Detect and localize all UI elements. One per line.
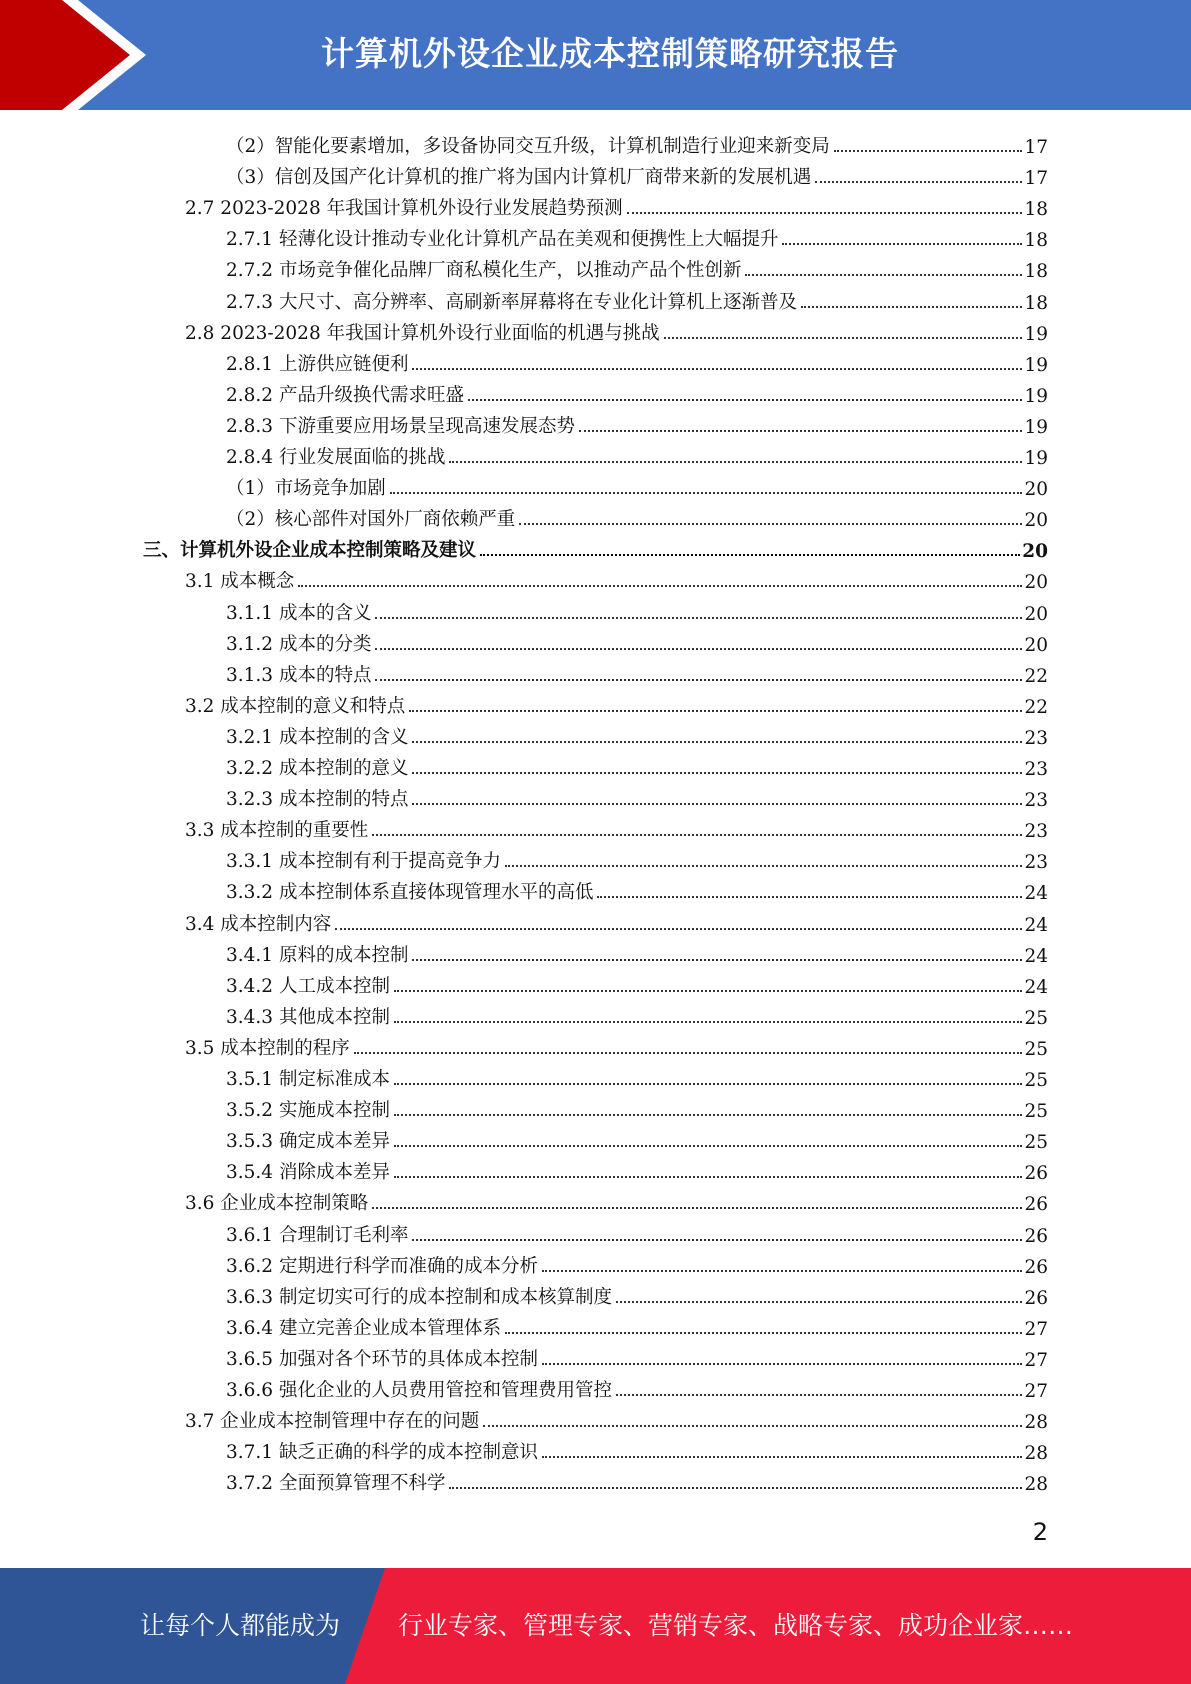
- toc-entry-title: 3.6.5 加强对各个环节的具体成本控制: [226, 1348, 538, 1370]
- toc-entry[interactable]: [226, 127, 1048, 158]
- toc-entry-title: 3.7 企业成本控制管理中存在的问题: [185, 1411, 480, 1433]
- toc-entry-title: 3.5.3 确定成本差异: [226, 1131, 390, 1153]
- toc-dot-leader: [664, 336, 1023, 339]
- toc-dot-leader: [394, 1113, 1022, 1116]
- toc-dot-leader: [354, 1051, 1023, 1054]
- toc-dot-leader: [597, 895, 1022, 898]
- header-chevron-icon: [0, 0, 150, 110]
- toc-entry[interactable]: [226, 376, 1048, 407]
- toc-entry-title: 2.8.4 行业发展面临的挑战: [226, 447, 446, 468]
- toc-dot-leader: [412, 802, 1022, 805]
- toc-entry-page: 26: [1024, 1163, 1048, 1185]
- toc-entry-page: 23: [1024, 759, 1048, 780]
- toc-entry[interactable]: [226, 1433, 1048, 1464]
- toc-entry-title: 2.7 2023-2028 年我国计算机外设行业发展趋势预测: [185, 198, 623, 220]
- toc-dot-leader: [745, 273, 1022, 276]
- toc-dot-leader: [335, 927, 1022, 930]
- toc-entry-page: 23: [1024, 727, 1048, 749]
- toc-dot-leader: [394, 1175, 1022, 1178]
- toc-entry-page: 25: [1024, 1007, 1048, 1029]
- toc-entry[interactable]: [185, 687, 1048, 718]
- toc-dot-leader: [390, 491, 1023, 494]
- toc-entry-page: 23: [1024, 852, 1048, 874]
- toc-entry-page: 17: [1024, 168, 1048, 190]
- toc-dot-leader: [412, 958, 1022, 961]
- toc-entry-page: 19: [1024, 354, 1048, 376]
- toc-entry[interactable]: [226, 998, 1048, 1029]
- toc-entry-page: 18: [1024, 292, 1048, 314]
- toc-entry[interactable]: [226, 407, 1048, 438]
- toc-entry-page: 26: [1024, 1225, 1048, 1247]
- toc-entry-page: 18: [1024, 230, 1048, 252]
- toc-entry-title: 2.7.3 大尺寸、高分辨率、高刷新率屏幕将在专业化计算机上逐渐普及: [226, 291, 797, 313]
- toc-dot-leader: [372, 833, 1022, 836]
- toc-entry-title: 3.4.3 其他成本控制: [226, 1006, 390, 1028]
- toc-dot-leader: [394, 989, 1022, 992]
- toc-entry-page: 25: [1024, 1038, 1048, 1060]
- toc-entry[interactable]: [226, 469, 1048, 500]
- toc-entry-title: 3.1.1 成本的含义: [226, 602, 372, 624]
- toc-dot-leader: [505, 864, 1022, 867]
- footer-slogan-left: 让每个人都能成为: [140, 1611, 341, 1640]
- toc-entry-title: 2.8.1 上游供应链便利: [226, 353, 409, 375]
- toc-entry-page: 24: [1024, 883, 1048, 905]
- toc-dot-leader: [627, 211, 1023, 214]
- toc-entry-page: 17: [1024, 137, 1048, 158]
- toc-entry[interactable]: [226, 1216, 1048, 1247]
- toc-entry-page: 27: [1024, 1349, 1048, 1371]
- toc-entry-title: 3.4.1 原料的成本控制: [226, 944, 409, 966]
- toc-entry-page: 27: [1024, 1318, 1048, 1340]
- toc-entry[interactable]: [226, 220, 1048, 251]
- toc-dot-leader: [394, 1144, 1022, 1147]
- toc-entry-title: 3.6 企业成本控制策略: [185, 1193, 369, 1215]
- toc-entry-page: 23: [1024, 821, 1048, 843]
- toc-entry[interactable]: [226, 1060, 1048, 1091]
- toc-entry-page: 28: [1024, 1443, 1048, 1465]
- toc-dot-leader: [298, 584, 1022, 587]
- toc-entry-page: 24: [1024, 976, 1048, 998]
- toc-dot-leader: [542, 1269, 1022, 1272]
- toc-entry[interactable]: [226, 251, 1048, 282]
- toc-entry-page: 24: [1024, 914, 1048, 936]
- toc-entry-page: 19: [1024, 323, 1048, 345]
- toc-dot-leader: [519, 522, 1022, 525]
- toc-entry[interactable]: [226, 780, 1048, 811]
- toc-entry-page: 26: [1024, 1287, 1048, 1309]
- toc-entry-page: 20: [1024, 603, 1048, 625]
- toc-dot-leader: [394, 1082, 1022, 1085]
- toc-entry-page: 22: [1024, 696, 1048, 718]
- toc-dot-leader: [782, 242, 1022, 245]
- toc-entry[interactable]: [226, 749, 1048, 780]
- toc-dot-leader: [449, 1486, 1022, 1489]
- toc-entry[interactable]: [226, 1309, 1048, 1340]
- toc-dot-leader: [505, 1331, 1022, 1334]
- toc-entry-title: 3.5.4 消除成本差异: [226, 1162, 390, 1184]
- toc-entry-title: 3.3 成本控制的重要性: [185, 820, 369, 842]
- toc-entry-page: 27: [1024, 1381, 1048, 1402]
- toc-entry-page: 23: [1024, 790, 1048, 812]
- toc-dot-leader: [616, 1393, 1022, 1396]
- toc-entry-title: 3.2.1 成本控制的含义: [226, 726, 409, 748]
- toc-entry[interactable]: [226, 718, 1048, 749]
- toc-dot-leader: [579, 429, 1022, 432]
- toc-entry-page: 28: [1024, 1412, 1048, 1434]
- toc-dot-leader: [834, 149, 1023, 152]
- toc-entry-title: 3.1.3 成本的特点: [226, 664, 372, 686]
- toc-entry[interactable]: [185, 811, 1048, 842]
- toc-entry[interactable]: [226, 1091, 1048, 1122]
- toc-entry-page: 20: [1024, 572, 1048, 594]
- toc-entry[interactable]: [226, 656, 1048, 687]
- toc-entry-title: 2.7.1 轻薄化设计推动专业化计算机产品在美观和便携性上大幅提升: [226, 229, 779, 251]
- toc-entry[interactable]: [226, 345, 1048, 376]
- toc-entry-title: 3.7.1 缺乏正确的科学的成本控制意识: [226, 1442, 538, 1464]
- toc-entry-page: 20: [1024, 510, 1048, 532]
- toc-dot-leader: [815, 180, 1022, 183]
- toc-entry[interactable]: [226, 158, 1048, 189]
- toc-entry-page: 25: [1024, 1070, 1048, 1091]
- toc-entry-title: 三、计算机外设企业成本控制策略及建议: [143, 540, 477, 562]
- toc-entry-page: 25: [1024, 1101, 1048, 1123]
- toc-entry[interactable]: [226, 873, 1048, 904]
- toc-entry[interactable]: [185, 1184, 1048, 1215]
- toc-entry-title: 3.6.2 定期进行科学而准确的成本分析: [226, 1255, 538, 1277]
- toc-entry-title: （1）市场竞争加剧: [226, 478, 386, 500]
- toc-dot-leader: [480, 553, 1020, 556]
- toc-entry-title: 2.8.2 产品升级换代需求旺盛: [226, 384, 464, 406]
- toc-dot-leader: [394, 1020, 1022, 1023]
- toc-dot-leader: [616, 1300, 1022, 1303]
- toc-entry-title: 2.8.3 下游重要应用场景呈现高速发展态势: [226, 415, 575, 437]
- toc-dot-leader: [468, 398, 1022, 401]
- toc-entry-page: 19: [1024, 448, 1048, 469]
- toc-entry-page: 22: [1024, 665, 1048, 687]
- toc-dot-leader: [412, 771, 1022, 774]
- toc-entry-page: 20: [1022, 541, 1048, 563]
- toc-entry-page: 19: [1024, 385, 1048, 407]
- toc-dot-leader: [412, 367, 1022, 370]
- toc-entry[interactable]: [226, 936, 1048, 967]
- toc-entry-page: 18: [1024, 199, 1048, 221]
- toc-dot-leader: [409, 709, 1022, 712]
- toc-entry-title: 2.7.2 市场竞争催化品牌厂商私模化生产，以推动产品个性创新: [226, 260, 742, 282]
- toc-dot-leader: [483, 1424, 1022, 1427]
- toc-entry-title: 3.1.2 成本的分类: [226, 633, 372, 655]
- toc-entry-title: 3.5.2 实施成本控制: [226, 1100, 390, 1122]
- toc-entry-title: 2.8 2023-2028 年我国计算机外设行业面临的机遇与挑战: [185, 322, 660, 344]
- toc-entry-title: 3.4 成本控制内容: [185, 913, 332, 935]
- toc-entry-page: 25: [1024, 1132, 1048, 1154]
- toc-entry-page: 26: [1024, 1194, 1048, 1216]
- toc-entry[interactable]: [185, 905, 1048, 936]
- toc-entry-page: 20: [1024, 479, 1048, 501]
- toc-entry-title: 3.2.3 成本控制的特点: [226, 789, 409, 811]
- toc-entry-title: 3.3.2 成本控制体系直接体现管理水平的高低: [226, 882, 594, 904]
- toc-entry-title: （3）信创及国产化计算机的推广将为国内计算机厂商带来新的发展机遇: [226, 167, 812, 189]
- toc-dot-leader: [412, 1238, 1022, 1241]
- toc-entry[interactable]: [185, 1029, 1048, 1060]
- toc-entry-title: 3.4.2 人工成本控制: [226, 975, 390, 997]
- toc-entry[interactable]: [226, 1247, 1048, 1278]
- toc-entry[interactable]: [185, 1402, 1048, 1433]
- toc-entry[interactable]: [226, 283, 1048, 314]
- toc-entry-title: （2）核心部件对国外厂商依赖严重: [226, 509, 516, 531]
- toc-dot-leader: [449, 460, 1022, 463]
- toc-entry-title: （2）智能化要素增加，多设备协同交互升级，计算机制造行业迎来新变局: [226, 136, 830, 157]
- toc-entry-title: 3.6.1 合理制订毛利率: [226, 1224, 409, 1246]
- toc-entry[interactable]: [226, 438, 1048, 469]
- toc-entry[interactable]: [226, 1122, 1048, 1153]
- toc-entry[interactable]: [226, 1340, 1048, 1371]
- toc-entry[interactable]: [226, 1464, 1048, 1495]
- toc-entry[interactable]: [226, 594, 1048, 625]
- toc-entry-page: 18: [1024, 261, 1048, 283]
- toc-entry-title: 3.2 成本控制的意义和特点: [185, 695, 406, 717]
- toc-dot-leader: [542, 1455, 1022, 1458]
- toc-entry[interactable]: [226, 1371, 1048, 1402]
- toc-entry-title: 3.6.4 建立完善企业成本管理体系: [226, 1317, 501, 1339]
- toc-entry-title: 3.7.2 全面预算管理不科学: [226, 1473, 446, 1495]
- toc-entry-title: 3.5 成本控制的程序: [185, 1037, 350, 1059]
- toc-dot-leader: [542, 1362, 1022, 1365]
- toc-entry[interactable]: [226, 1153, 1048, 1184]
- toc-entry[interactable]: [185, 562, 1048, 593]
- page-footer: [0, 1568, 1191, 1684]
- page-header: [0, 0, 1191, 110]
- toc-entry-title: 3.6.6 强化企业的人员费用管控和管理费用管控: [226, 1380, 612, 1401]
- toc-entry-title: 3.1 成本概念: [185, 571, 295, 593]
- toc-entry[interactable]: [226, 842, 1048, 873]
- toc-entry-page: 24: [1024, 945, 1048, 967]
- toc-dot-leader: [375, 616, 1022, 619]
- toc-entry[interactable]: [226, 967, 1048, 998]
- toc-dot-leader: [375, 678, 1022, 681]
- toc-entry-title: 3.3.1 成本控制有利于提高竞争力: [226, 851, 501, 873]
- toc-entry-page: 28: [1024, 1474, 1048, 1496]
- toc-entry-page: 19: [1024, 416, 1048, 438]
- toc-entry[interactable]: [226, 625, 1048, 656]
- toc-entry[interactable]: [185, 189, 1048, 220]
- toc-entry[interactable]: [226, 1278, 1048, 1309]
- page-number: 2: [1032, 1518, 1048, 1546]
- toc-entry[interactable]: [226, 500, 1048, 531]
- toc-dot-leader: [375, 647, 1022, 650]
- toc-entry-page: 26: [1024, 1256, 1048, 1278]
- toc-dot-leader: [372, 1206, 1022, 1209]
- toc-entry[interactable]: [185, 314, 1048, 345]
- toc-entry-page: 20: [1024, 634, 1048, 656]
- toc-dot-leader: [801, 305, 1022, 308]
- toc-dot-leader: [412, 740, 1022, 743]
- toc-entry[interactable]: [143, 531, 1048, 562]
- toc-entry-title: 3.5.1 制定标准成本: [226, 1069, 390, 1090]
- footer-slogan-right: 行业专家、管理专家、营销专家、战略专家、成功企业家……: [398, 1611, 1074, 1640]
- toc-entry-title: 3.6.3 制定切实可行的成本控制和成本核算制度: [226, 1286, 612, 1308]
- report-title: 计算机外设企业成本控制策略研究报告: [321, 34, 899, 73]
- toc-entry-title: 3.2.2 成本控制的意义: [226, 758, 409, 779]
